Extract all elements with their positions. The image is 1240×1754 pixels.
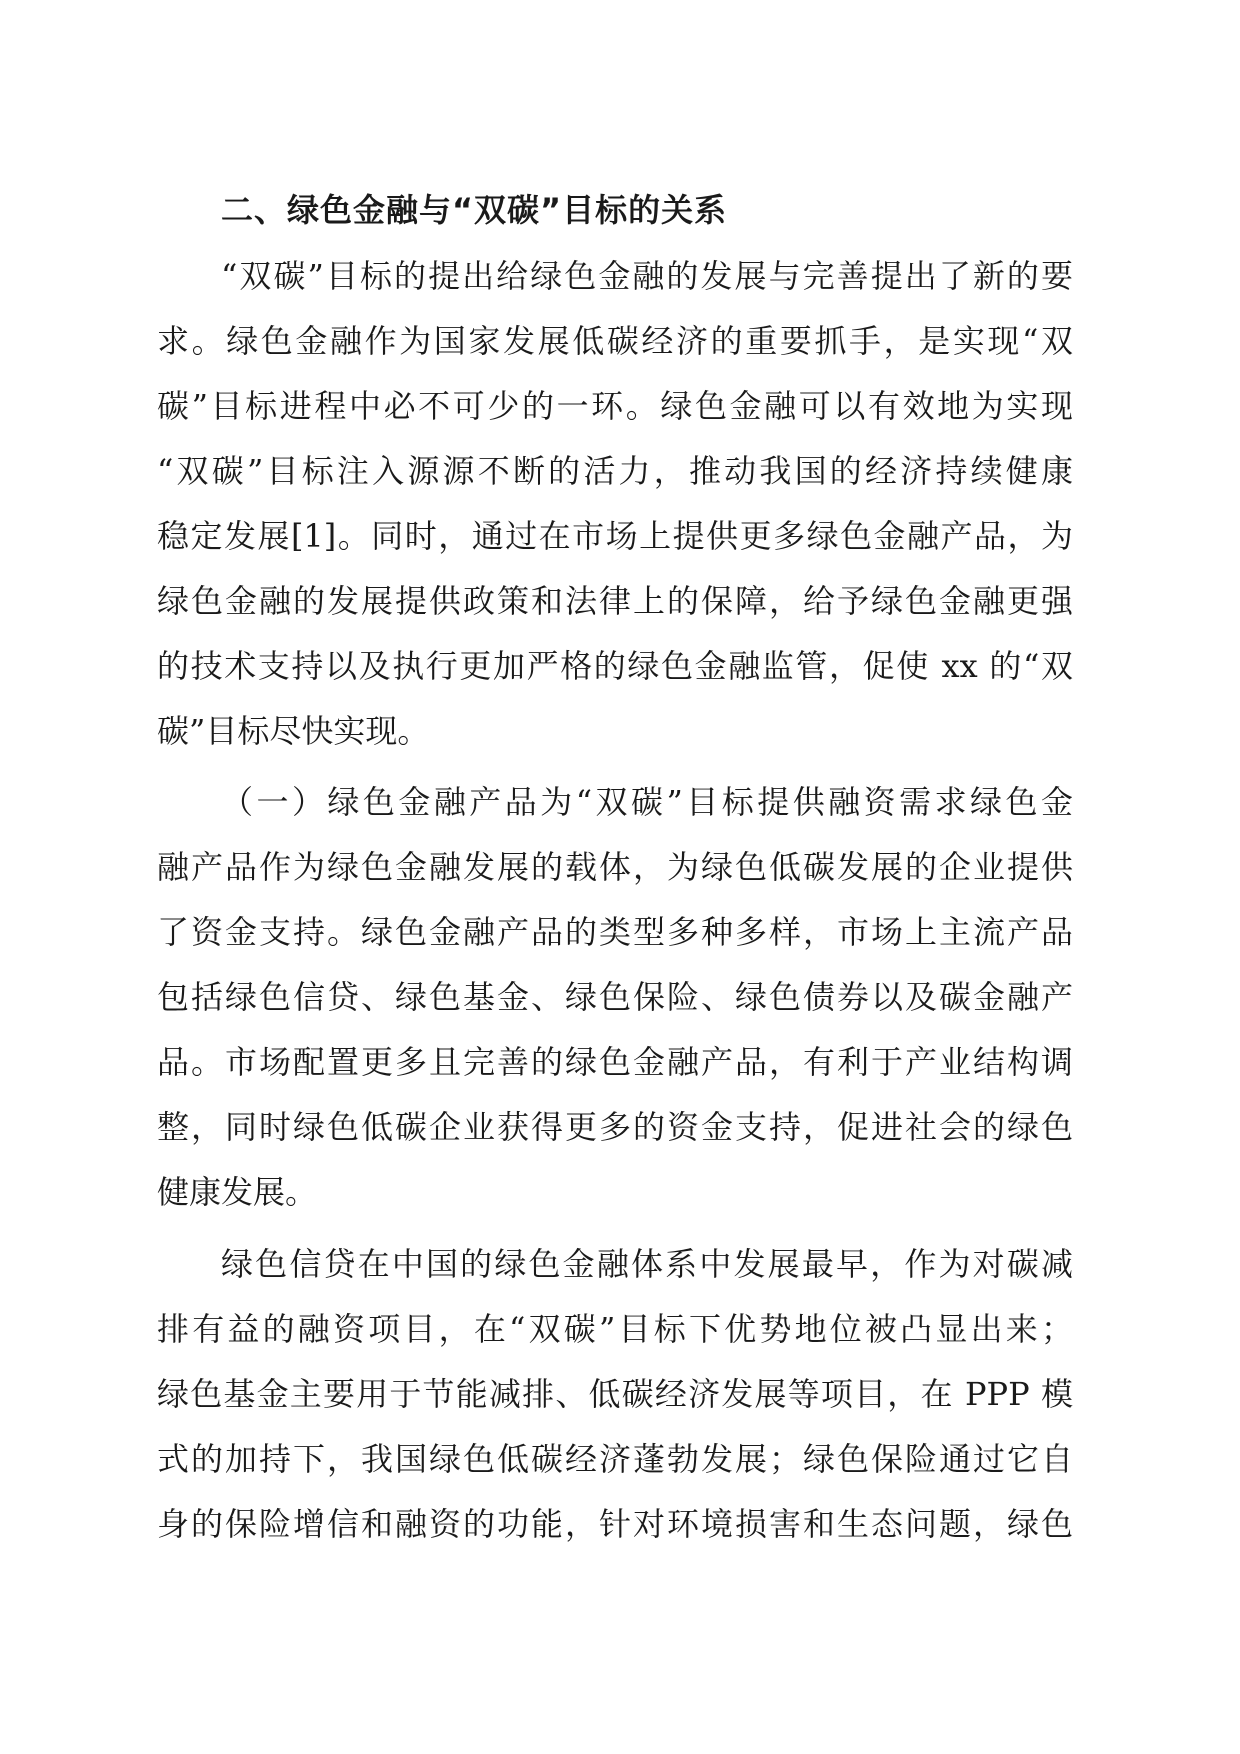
paragraph-line: （一）绿色金融产品为“双碳”目标提供融资需求绿色金 (221, 783, 1073, 821)
paragraph-line: 式的加持下，我国绿色低碳经济蓬勃发展；绿色保险通过它自 (157, 1440, 1073, 1478)
paragraph-line: 碳”目标进程中必不可少的一环。绿色金融可以有效地为实现 (157, 387, 1073, 425)
paragraph-line: 排有益的融资项目，在“双碳”目标下优势地位被凸显出来； (157, 1310, 1073, 1348)
paragraph-line: 绿色金融的发展提供政策和法律上的保障，给予绿色金融更强 (157, 582, 1073, 620)
paragraph-line: 身的保险增信和融资的功能，针对环境损害和生态问题，绿色 (157, 1505, 1073, 1543)
paragraph-line: 品。市场配置更多且完善的绿色金融产品，有利于产业结构调 (157, 1043, 1073, 1081)
paragraph-line: 绿色基金主要用于节能减排、低碳经济发展等项目，在 PPP 模 (157, 1375, 1073, 1413)
paragraph-line: 融产品作为绿色金融发展的载体，为绿色低碳发展的企业提供 (157, 848, 1073, 886)
paragraph-line: 包括绿色信贷、绿色基金、绿色保险、绿色债券以及碳金融产 (157, 978, 1073, 1016)
paragraph-line: 整，同时绿色低碳企业获得更多的资金支持，促进社会的绿色 (157, 1108, 1073, 1146)
paragraph-line: 碳”目标尽快实现。 (157, 712, 430, 750)
paragraph-line: “双碳”目标的提出给绿色金融的发展与完善提出了新的要 (221, 257, 1073, 295)
paragraph-line: 求。绿色金融作为国家发展低碳经济的重要抓手，是实现“双 (157, 322, 1073, 360)
section-heading: 二、绿色金融与“双碳”目标的关系 (221, 191, 728, 229)
paragraph-line: 绿色信贷在中国的绿色金融体系中发展最早，作为对碳减 (221, 1245, 1073, 1283)
paragraph-line: 了资金支持。绿色金融产品的类型多种多样，市场上主流产品 (157, 913, 1073, 951)
paragraph-line: 稳定发展[1]。同时，通过在市场上提供更多绿色金融产品，为 (157, 517, 1073, 555)
paragraph-line: “双碳”目标注入源源不断的活力，推动我国的经济持续健康 (157, 452, 1073, 490)
paragraph-line: 的技术支持以及执行更加严格的绿色金融监管，促使 xx 的“双 (157, 647, 1073, 685)
paragraph-line: 健康发展。 (157, 1173, 318, 1211)
